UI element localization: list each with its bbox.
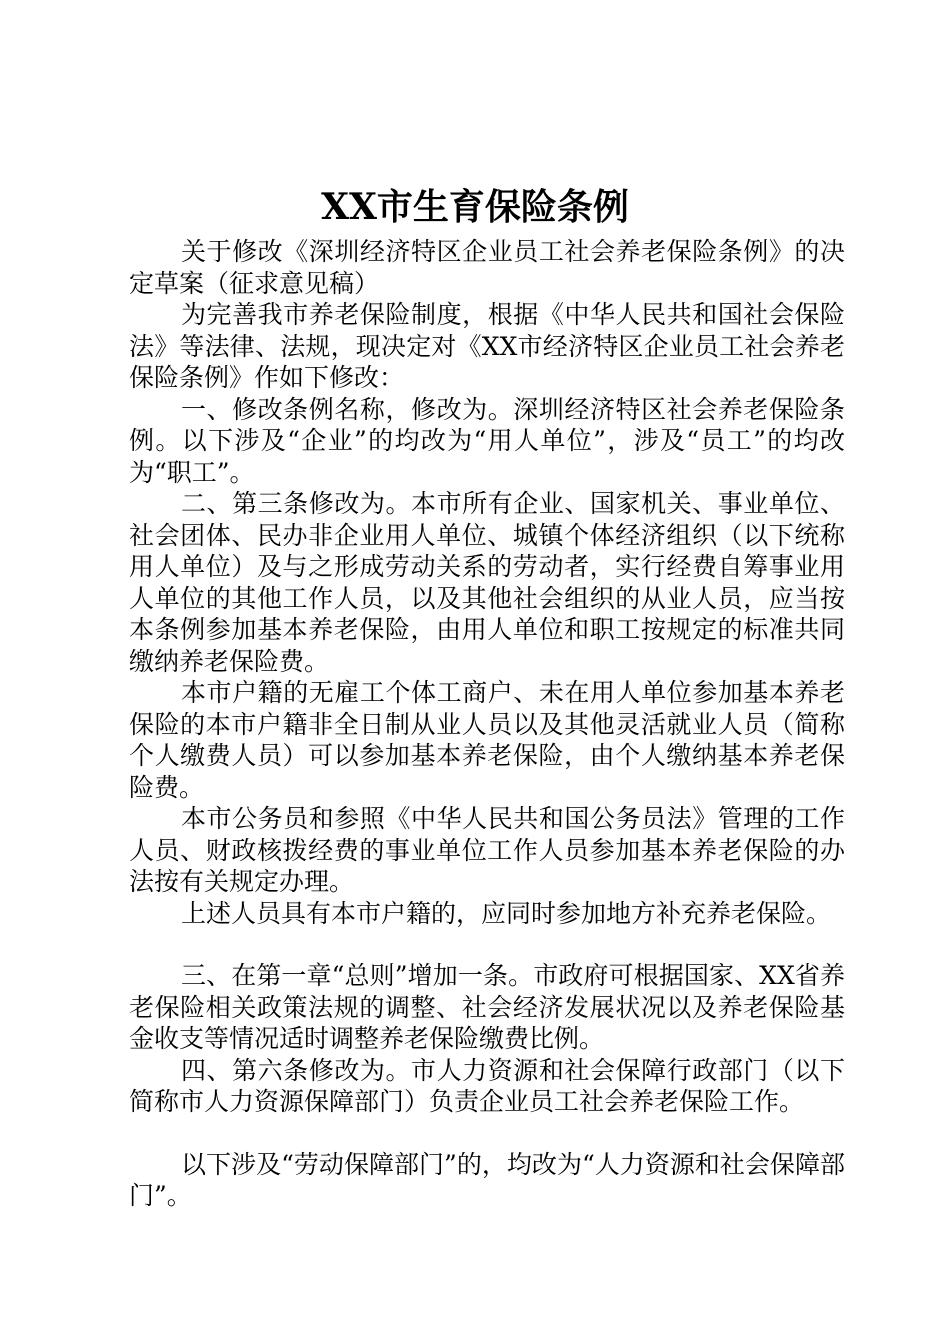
paragraph-supplementary-insurance: 上述人员具有本市户籍的，应同时参加地方补充养老保险。: [181, 898, 832, 928]
paragraph-individual-payers: 本市户籍的无雇工个体工商户、未在用人单位参加基本养老保险的本市户籍非全日制从业人员以及其他灵活就业人员（简称个人缴费人员）可以参加基本养老保险，由个人缴纳基本养老保险费。: [129, 678, 845, 802]
paragraph-civil-servants: 本市公务员和参照《中华人民共和国公务员法》管理的工作人员、财政核拨经费的事业单位工作人员参加基本养老保险的办法按有关规定办理。: [129, 804, 845, 896]
paragraph-item-one: 一、修改条例名称，修改为。深圳经济特区社会养老保险条例。以下涉及“企业”的均改为“用人单位”，涉及“员工”的均改为“职工”。: [129, 394, 845, 487]
document-body: [129, 236, 845, 1212]
paragraph-item-two: 二、第三条修改为。本市所有企业、国家机关、事业单位、社会团体、民办非企业用人单位、城镇个体经济组织（以下统称用人单位）及与之形成劳动关系的劳动者，实行经费自筹事业用人单位的其他工作人员，以及其他社会组织的从业人员，应当按本条例参加基本养老保险，由用人单位和职工按规定的标准共同缴纳养老保险费。: [129, 489, 845, 676]
paragraph-item-four: 四、第六条修改为。市人力资源和社会保障行政部门（以下简称市人力资源保障部门）负责企业员工社会养老保险工作。: [129, 1055, 845, 1116]
paragraph-item-three: 三、在第一章“总则”增加一条。市政府可根据国家、XX省养老保险相关政策法规的调整、社会经济发展状况以及养老保险基金收支等情况适时调整养老保险缴费比例。: [129, 961, 845, 1053]
document-title: XX市生育保险条例: [321, 186, 629, 228]
paragraph-draft-heading: 关于修改《深圳经济特区企业员工社会养老保险条例》的决定草案（征求意见稿）: [129, 237, 845, 298]
paragraph-preamble: 为完善我市养老保险制度，根据《中华人民共和国社会保险法》等法律、法规，现决定对《XX市经济特区企业员工社会养老保险条例》作如下修改：: [129, 300, 845, 392]
paragraph-department-rename: 以下涉及“劳动保障部门”的，均改为“人力资源和社会保障部门”。: [129, 1149, 845, 1210]
